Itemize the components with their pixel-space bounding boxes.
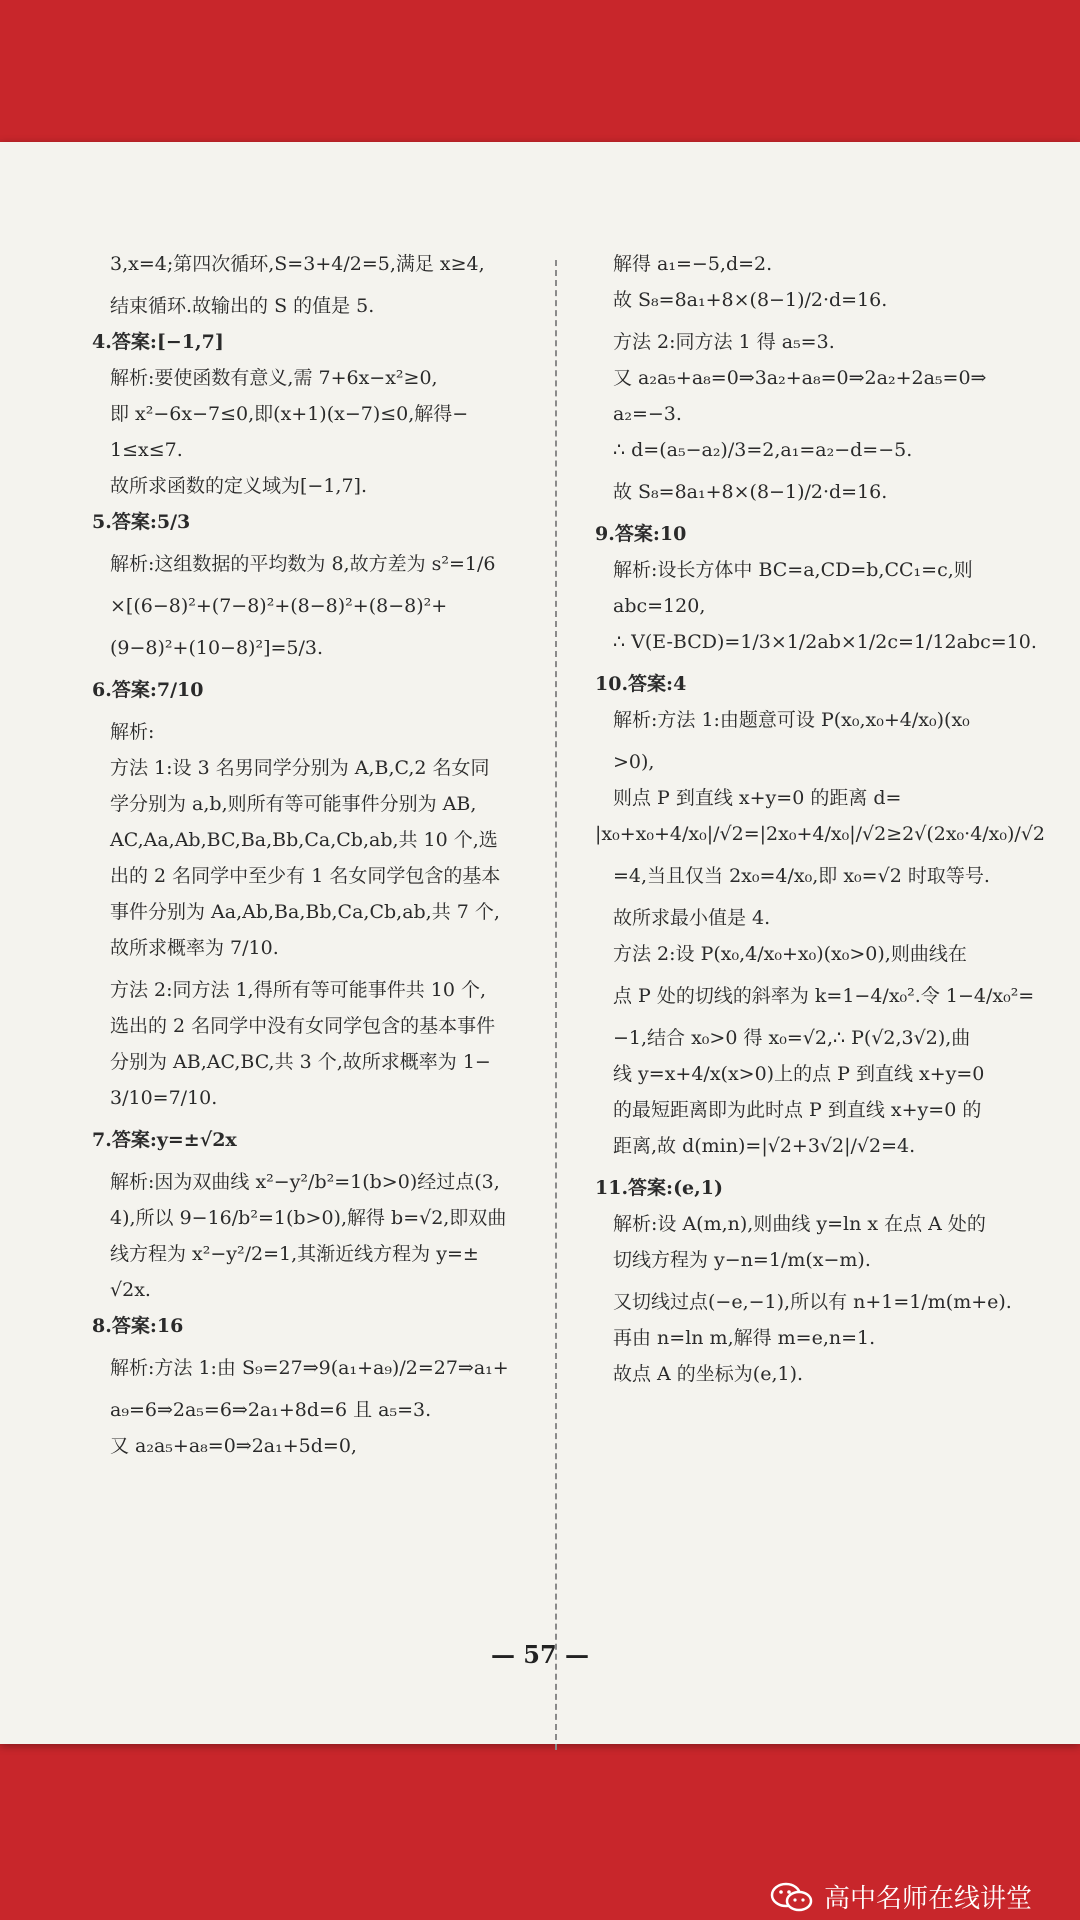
text-line: 解析:因为双曲线 x²−y²/b²=1(b>0)经过点(3, [110,1171,500,1193]
text-line: 解析:方法 1:由题意可设 P(x₀,x₀+4/x₀)(x₀ [613,709,970,731]
text-line: ∴ d=(a₅−a₂)/3=2,a₁=a₂−d=−5. [613,439,913,461]
text-line: 3,x=4;第四次循环,S=3+4/2=5,满足 x≥4, [110,253,485,275]
text-line: 方法 1:设 3 名男同学分别为 A,B,C,2 名女同 [110,757,490,779]
text-line: √2x. [110,1279,151,1301]
text-line: a₉=6⇒2a₅=6⇒2a₁+8d=6 且 a₅=3. [110,1399,432,1421]
text-line: 解析:要使函数有意义,需 7+6x−x²≥0, [110,367,438,389]
text-line: ∴ V(E-BCD)=1/3×1/2ab×1/2c=1/12abc=10. [613,631,1037,653]
text-line: 即 x²−6x−7≤0,即(x+1)(x−7)≤0,解得− [110,403,469,425]
text-line: 1≤x≤7. [110,439,183,461]
text-line: 4),所以 9−16/b²=1(b>0),解得 b=√2,即双曲 [110,1207,507,1229]
text-line: >0), [613,751,655,773]
answer-heading: 10.答案:4 [595,673,687,695]
text-line: 线 y=x+4/x(x>0)上的点 P 到直线 x+y=0 [613,1063,985,1085]
answer-heading: 9.答案:10 [595,523,687,545]
answer-heading: 7.答案:y=±√2x [92,1129,237,1151]
text-line: 又 a₂a₅+a₈=0⇒2a₁+5d=0, [110,1435,357,1457]
text-line: |x₀+x₀+4/x₀|/√2=|2x₀+4/x₀|/√2≥2√(2x₀·4/x₀)/√2 [595,823,1046,845]
text-line: 则点 P 到直线 x+y=0 的距离 d= [613,787,902,809]
wechat-watermark [770,1878,1032,1915]
text-line: 距离,故 d(min)=|√2+3√2|/√2=4. [613,1135,916,1157]
text-line: 方法 2:同方法 1 得 a₅=3. [613,331,835,353]
text-line: 分别为 AB,AC,BC,共 3 个,故所求概率为 1− [110,1051,491,1073]
text-line: (9−8)²+(10−8)²]=5/3. [110,637,324,659]
right-column [595,252,1047,1398]
text-line: 解析:设长方体中 BC=a,CD=b,CC₁=c,则 [613,559,973,581]
text-line: 解析:设 A(m,n),则曲线 y=ln x 在点 A 处的 [613,1213,986,1235]
text-line: 方法 2:同方法 1,得所有等可能事件共 10 个, [110,979,486,1001]
text-line: 方法 2:设 P(x₀,4/x₀+x₀)(x₀>0),则曲线在 [613,943,967,965]
text-line: 解析:这组数据的平均数为 8,故方差为 s²=1/6 [110,553,496,575]
text-line: 点 P 处的切线的斜率为 k=1−4/x₀².令 1−4/x₀²= [613,985,1035,1007]
text-line: −1,结合 x₀>0 得 x₀=√2,∴ P(√2,3√2),曲 [613,1027,971,1049]
text-line: 又切线过点(−e,−1),所以有 n+1=1/m(m+e). [613,1291,1012,1313]
text-line: 故 S₈=8a₁+8×(8−1)/2·d=16. [613,481,888,503]
text-line: 的最短距离即为此时点 P 到直线 x+y=0 的 [613,1099,982,1121]
text-line: 线方程为 x²−y²/2=1,其渐近线方程为 y=± [110,1243,479,1265]
text-line: 学分别为 a,b,则所有等可能事件分别为 AB, [110,793,477,815]
text-line: 故所求函数的定义域为[−1,7]. [110,475,368,497]
text-line: 事件分别为 Aa,Ab,Ba,Bb,Ca,Cb,ab,共 7 个, [110,901,500,923]
answer-heading: 11.答案:(e,1) [595,1177,723,1199]
text-line: a₂=−3. [613,403,682,425]
text-line: 选出的 2 名同学中没有女同学包含的基本事件 [110,1015,496,1037]
text-line: 故 S₈=8a₁+8×(8−1)/2·d=16. [613,289,888,311]
answer-heading: 6.答案:7/10 [92,679,204,701]
document-page [0,142,1080,1744]
text-line: 结束循环.故输出的 S 的值是 5. [110,295,375,317]
text-line: =4,当且仅当 2x₀=4/x₀,即 x₀=√2 时取等号. [613,865,990,887]
page-number: — 57 — [490,1640,590,1669]
text-line: abc=120, [613,595,706,617]
text-line: 故点 A 的坐标为(e,1). [613,1363,804,1385]
text-line: 3/10=7/10. [110,1087,218,1109]
text-line: 故所求概率为 7/10. [110,937,279,959]
text-line: AC,Aa,Ab,BC,Ba,Bb,Ca,Cb,ab,共 10 个,选 [110,829,498,851]
text-line: 解析: [110,721,155,743]
text-line: 解得 a₁=−5,d=2. [613,253,773,275]
left-column [92,252,532,1470]
text-line: 切线方程为 y−n=1/m(x−m). [613,1249,871,1271]
text-line: 出的 2 名同学中至少有 1 名女同学包含的基本 [110,865,501,887]
text-line: 又 a₂a₅+a₈=0⇒3a₂+a₈=0⇒2a₂+2a₅=0⇒ [613,367,987,389]
text-line: 故所求最小值是 4. [613,907,771,929]
watermark-text: 高中名师在线讲堂 [824,1884,1033,1914]
column-divider [555,260,557,1750]
answer-heading: 4.答案:[−1,7] [92,331,224,353]
text-line: 解析:方法 1:由 S₉=27⇒9(a₁+a₉)/2=27⇒a₁+ [110,1357,509,1379]
answer-heading: 8.答案:16 [92,1315,184,1337]
text-line: 再由 n=ln m,解得 m=e,n=1. [613,1327,876,1349]
wechat-icon [770,1882,814,1912]
text-line: ×[(6−8)²+(7−8)²+(8−8)²+(8−8)²+ [110,595,448,617]
answer-heading: 5.答案:5/3 [92,511,191,533]
